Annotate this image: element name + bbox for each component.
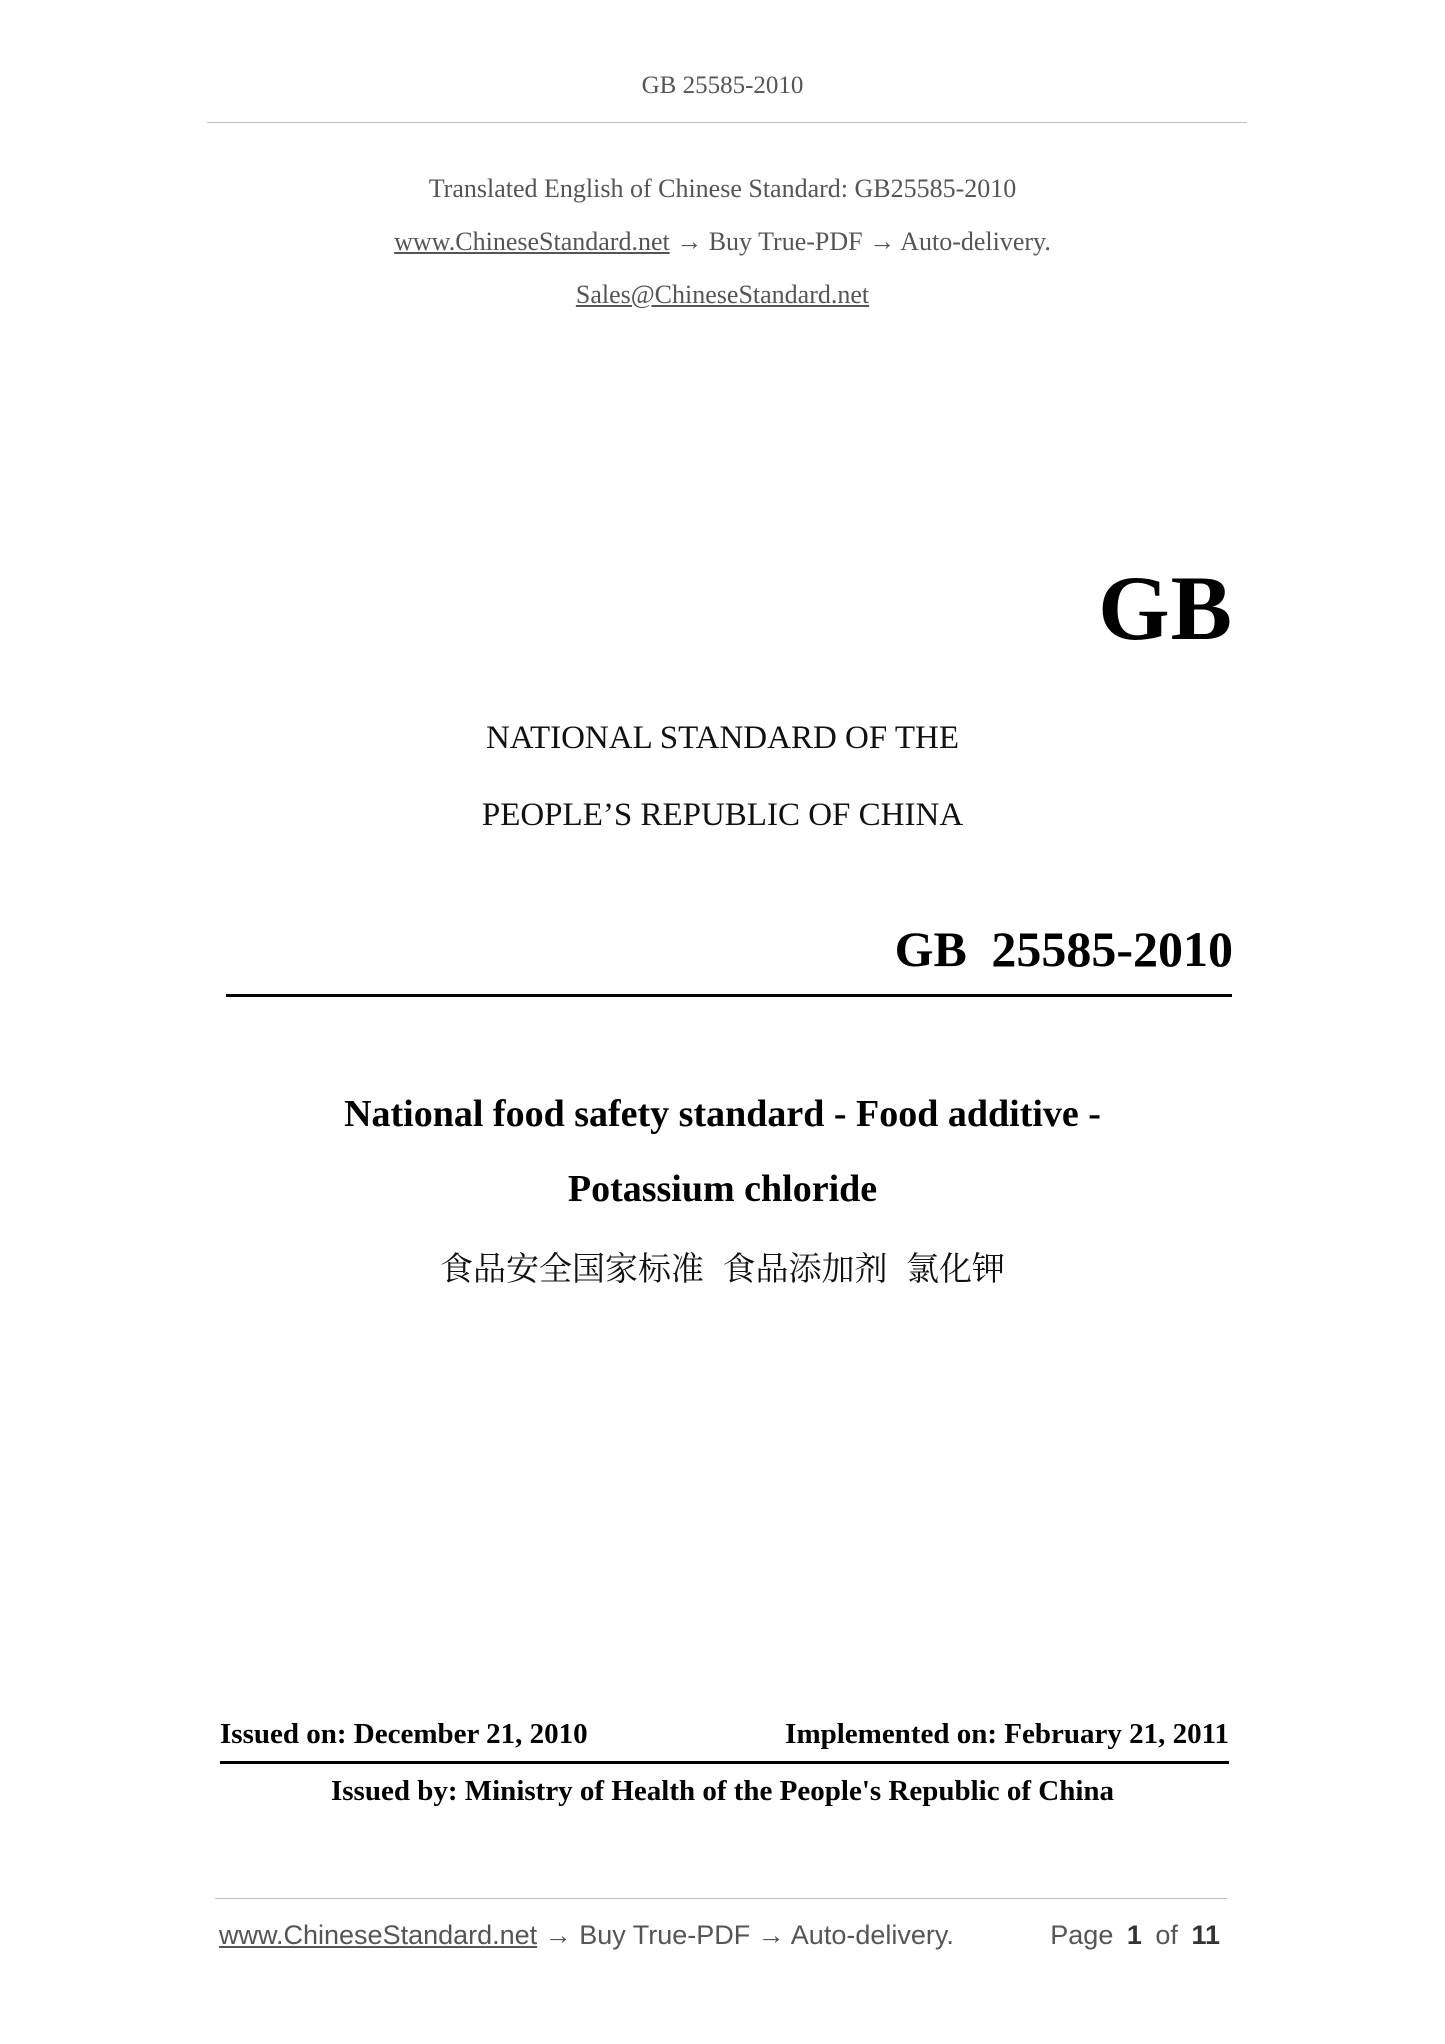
footer-buy-text: Buy True-PDF (579, 1920, 751, 1950)
arrow-right-icon: → (869, 227, 896, 256)
page-total: 11 (1191, 1920, 1220, 1950)
issuing-authority: Issued by: Ministry of Health of the People's Republic of China (330, 1775, 1115, 1807)
footer-divider (215, 1898, 1227, 1899)
running-header: GB 25585-2010 (641, 72, 804, 99)
page-indicator (1050, 1920, 1220, 1951)
arrow-right-icon: → (676, 227, 703, 256)
page-label: Page (1050, 1920, 1114, 1950)
site-link[interactable]: www.ChineseStandard.net (394, 227, 670, 256)
standard-number: GB 25585-2010 (894, 921, 1233, 977)
chinese-title: 食品安全国家标准 食品添加剂 氯化钾 (440, 1249, 1005, 1288)
buy-text: Buy True-PDF (708, 227, 863, 256)
email-line (0, 280, 1445, 310)
republic-line: PEOPLE’S REPUBLIC OF CHINA (481, 797, 964, 833)
translation-notice: Translated English of Chinese Standard: GB25585-2010 (428, 174, 1017, 203)
arrow-right-icon: → (757, 1920, 785, 1950)
gb-logo: GB (1098, 557, 1233, 659)
page-current: 1 (1126, 1920, 1142, 1950)
footer-delivery-text: Auto-delivery. (790, 1920, 954, 1950)
issued-on-date: Issued on: December 21, 2010 (220, 1718, 588, 1750)
header-divider (207, 122, 1247, 123)
document-title-line1: National food safety standard - Food additive - (344, 1093, 1101, 1135)
standard-number-rule (226, 994, 1232, 997)
footer-site-link[interactable]: www.ChineseStandard.net (219, 1920, 538, 1950)
delivery-text: Auto-delivery. (900, 227, 1051, 256)
arrow-right-icon: → (544, 1920, 572, 1950)
page-of-label: of (1155, 1920, 1178, 1950)
purchase-notice (0, 227, 1445, 257)
email-link[interactable]: Sales@ChineseStandard.net (575, 280, 870, 309)
document-title-line2: Potassium chloride (567, 1168, 878, 1210)
implemented-on-date: Implemented on: February 21, 2011 (785, 1718, 1229, 1750)
issuance-rule (220, 1761, 1229, 1764)
footer-purchase-notice (219, 1920, 954, 1951)
national-standard-line: NATIONAL STANDARD OF THE (485, 720, 960, 756)
